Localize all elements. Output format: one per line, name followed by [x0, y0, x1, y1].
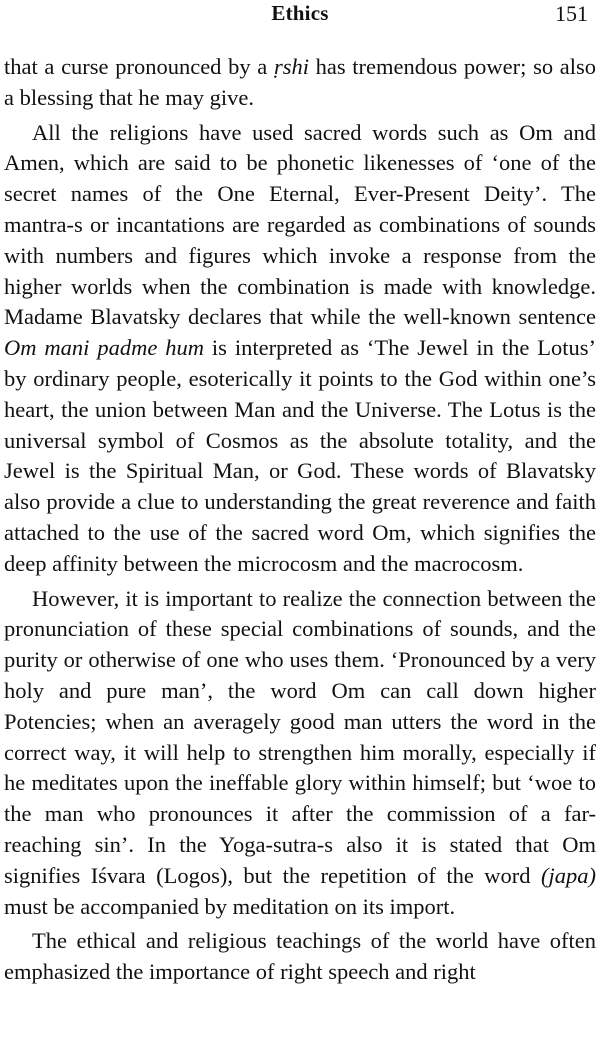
italic-term: Om mani padme hum — [4, 335, 204, 361]
text-segment: The ethical and religious teachings of the world have often emphasized the importance of right speech and right — [4, 928, 596, 985]
page-number: 151 — [555, 1, 588, 26]
running-head — [4, 0, 596, 32]
paragraph — [4, 118, 596, 580]
running-title: Ethics — [271, 1, 329, 25]
paragraph — [4, 926, 596, 988]
italic-term: (japa) — [541, 862, 596, 888]
text-segment: is interpreted as ‘The Jewel in the Lotus’ by ordinary people, esoterically it points to the God within one’s heart, the union between Man and the Universe. The Lotus is the universal symbol of Cosmos as the absolute totality, and the Jewel is the Spiritual Man, or God. These words of Blavatsky also provide a clue to understanding the great reverence and faith attached to the use of the sacred word Om, which signifies the deep affinity between the microcosm and the macrocosm. — [4, 335, 596, 576]
paragraph — [4, 584, 596, 923]
italic-term: ṛshi — [273, 54, 309, 79]
text-segment: that a curse pronounced by a — [4, 54, 274, 79]
text-segment: However, it is important to realize the connection between the pronunciation of these special combinations of sounds, and the purity or otherwise of one who uses them. ‘Pronounced by a very holy and pure man’, the word Om can call down higher Potencies; when an averagely good man utters the word in the correct way, it will help to strengthen him morally, especially if he meditates upon the ineffable glory within himself; but ‘woe to the man who pronounces it after the commission of a far-reaching sin’. In the Yoga-sutra-s also it is stated that Om signifies Iśvara (Logos), but the repetition of the word — [4, 585, 596, 888]
text-segment: has tremendous power; so also a blessing that he may give. — [4, 54, 597, 110]
paragraph-continuation — [4, 52, 596, 114]
body-text — [4, 52, 596, 988]
text-segment: All the religions have used sacred words such as Om and Amen, which are said to be phonetic likenesses of ‘one of the secret names of the One Eternal, Ever-Present Deity’. The mantra-s or incantations are regarded as combinations of sounds with numbers and figures which invoke a response from the higher worlds when the combination is made with knowledge. Madame Blavatsky declares that while the well-known sentence — [4, 119, 596, 330]
text-segment: must be accompanied by meditation on its import. — [4, 893, 456, 919]
